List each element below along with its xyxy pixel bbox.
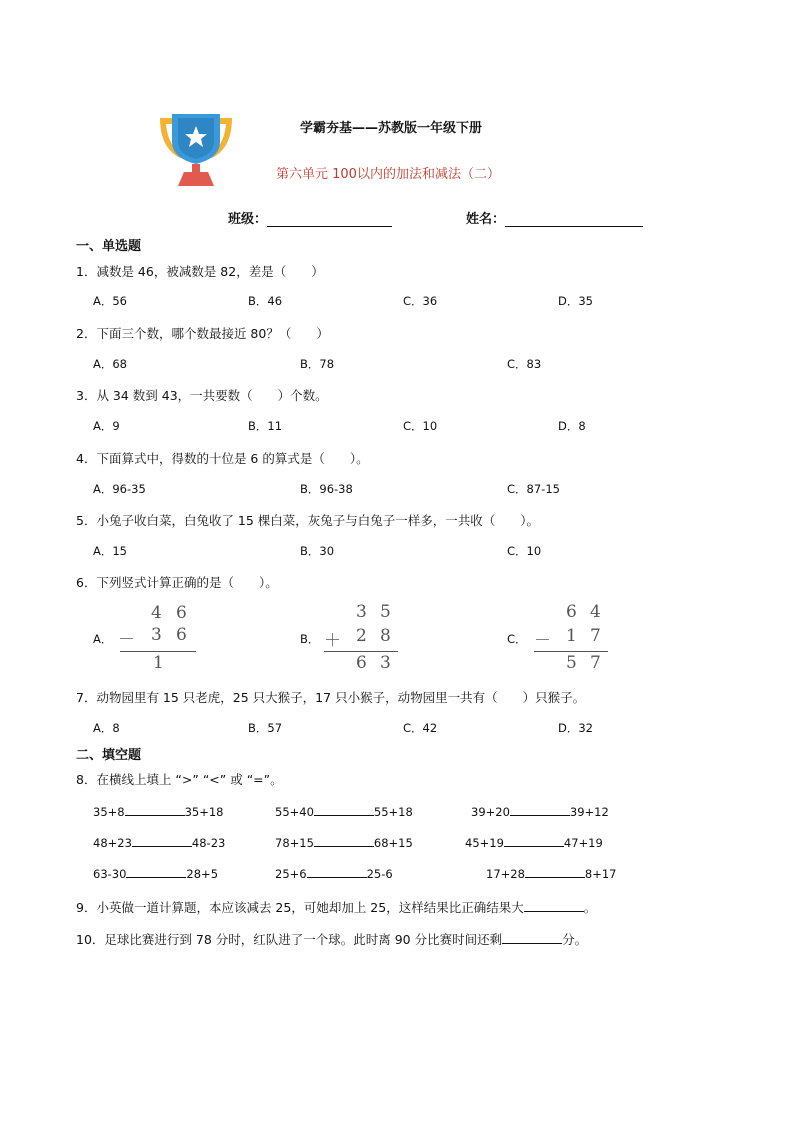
section-title: 一、单选题: [76, 239, 142, 254]
option[interactable]: B．: [300, 632, 320, 646]
operator: ＋: [324, 631, 341, 651]
question-7: 7．动物园里有 15 只老虎，25 只大猴子，17 只小猴子，动物园里一共有（ ）只猴子。: [76, 690, 586, 705]
compare-item[interactable]: 17+28 8+17: [486, 867, 617, 881]
vertical-calc-c: [534, 602, 614, 674]
compare-item[interactable]: 63-30 28+5: [93, 867, 219, 881]
compare-item[interactable]: 78+15 68+15: [275, 836, 413, 850]
option[interactable]: B．30: [300, 544, 335, 558]
digit: 3: [151, 625, 162, 645]
digit: 1: [566, 626, 577, 646]
operator: －: [534, 631, 551, 651]
name-blank[interactable]: [505, 212, 643, 227]
question-5: 5．小兔子收白菜，白兔收了 15 棵白菜，灰兔子与白兔子一样多，一共收（ ）。: [76, 513, 540, 528]
page-title: 学霸夯基——苏教版一年级下册: [300, 121, 483, 136]
name-field[interactable]: [466, 208, 643, 227]
operator: －: [118, 630, 135, 650]
section-title: 二、填空题: [76, 748, 142, 763]
option[interactable]: B．96-38: [300, 482, 353, 496]
question-8: 8．在横线上填上 “>” “<” 或 “=”。: [76, 772, 283, 787]
option[interactable]: C．36: [403, 294, 438, 308]
digit: 5: [380, 602, 391, 622]
compare-item[interactable]: 39+20 39+12: [471, 805, 609, 819]
vertical-calc-a: [118, 603, 198, 675]
option[interactable]: B．46: [248, 294, 283, 308]
calc-line: [534, 651, 608, 652]
digit: 6: [356, 653, 367, 673]
option[interactable]: A．9: [93, 419, 120, 433]
option[interactable]: A．15: [93, 544, 128, 558]
option[interactable]: D．8: [558, 419, 586, 433]
option[interactable]: D．35: [558, 294, 593, 308]
compare-item[interactable]: 25+6 25-6: [275, 867, 393, 881]
option[interactable]: C．42: [403, 721, 438, 735]
option[interactable]: A．68: [93, 357, 128, 371]
option[interactable]: D．32: [558, 721, 593, 735]
digit: 1: [153, 653, 164, 673]
compare-item[interactable]: 35+8 35+18: [93, 805, 224, 819]
question-1: 1．减数是 46，被减数是 82，差是（ ）: [76, 264, 324, 279]
name-label: 姓名：: [466, 212, 506, 227]
option[interactable]: A．96-35: [93, 482, 146, 496]
question-6: 6．下列竖式计算正确的是（ ）。: [76, 575, 278, 590]
digit: 4: [151, 603, 162, 623]
option[interactable]: C．10: [403, 419, 438, 433]
digit: 6: [566, 602, 577, 622]
compare-item[interactable]: 45+19 47+19: [465, 836, 603, 850]
class-label: 班级：: [228, 212, 268, 227]
digit: 5: [566, 653, 577, 673]
option[interactable]: C．83: [507, 357, 542, 371]
class-field[interactable]: [228, 208, 392, 227]
digit: 3: [356, 602, 367, 622]
answer-blank[interactable]: [502, 931, 562, 944]
option[interactable]: B．11: [248, 419, 283, 433]
question-3: 3．从 34 数到 43，一共要数（ ）个数。: [76, 388, 328, 403]
calc-line: [324, 651, 398, 652]
question-9: 9．小英做一道计算题，本应该减去 25，可她却加上 25，这样结果比正确结果大 。: [76, 900, 597, 915]
trophy-icon: [152, 112, 240, 188]
digit: 7: [590, 653, 601, 673]
option[interactable]: B．78: [300, 357, 335, 371]
compare-item[interactable]: 55+40 55+18: [275, 805, 413, 819]
digit: 6: [176, 603, 187, 623]
answer-blank[interactable]: [524, 899, 584, 912]
vertical-calc-b: [324, 602, 404, 674]
option[interactable]: C．87-15: [507, 482, 560, 496]
calc-line: [120, 651, 196, 652]
option[interactable]: A．56: [93, 294, 128, 308]
question-2: 2．下面三个数，哪个数最接近 80？（ ）: [76, 326, 329, 341]
digit: 8: [380, 626, 391, 646]
digit: 4: [590, 602, 601, 622]
question-4: 4．下面算式中，得数的十位是 6 的算式是（ ）。: [76, 451, 369, 466]
option[interactable]: B．57: [248, 721, 283, 735]
page-subtitle: 第六单元 100以内的加法和减法（二）: [276, 167, 500, 182]
digit: 6: [176, 625, 187, 645]
digit: 7: [590, 626, 601, 646]
option[interactable]: C．10: [507, 544, 542, 558]
digit: 3: [380, 653, 391, 673]
option[interactable]: A．8: [93, 721, 120, 735]
option[interactable]: C．: [507, 632, 527, 646]
compare-item[interactable]: 48+23 48-23: [93, 836, 226, 850]
question-10: 10．足球比赛进行到 78 分时，红队进了一个球。此时离 90 分比赛时间还剩 分。: [76, 932, 588, 947]
option[interactable]: A．: [93, 632, 113, 646]
class-blank[interactable]: [267, 212, 392, 227]
digit: 2: [356, 626, 367, 646]
